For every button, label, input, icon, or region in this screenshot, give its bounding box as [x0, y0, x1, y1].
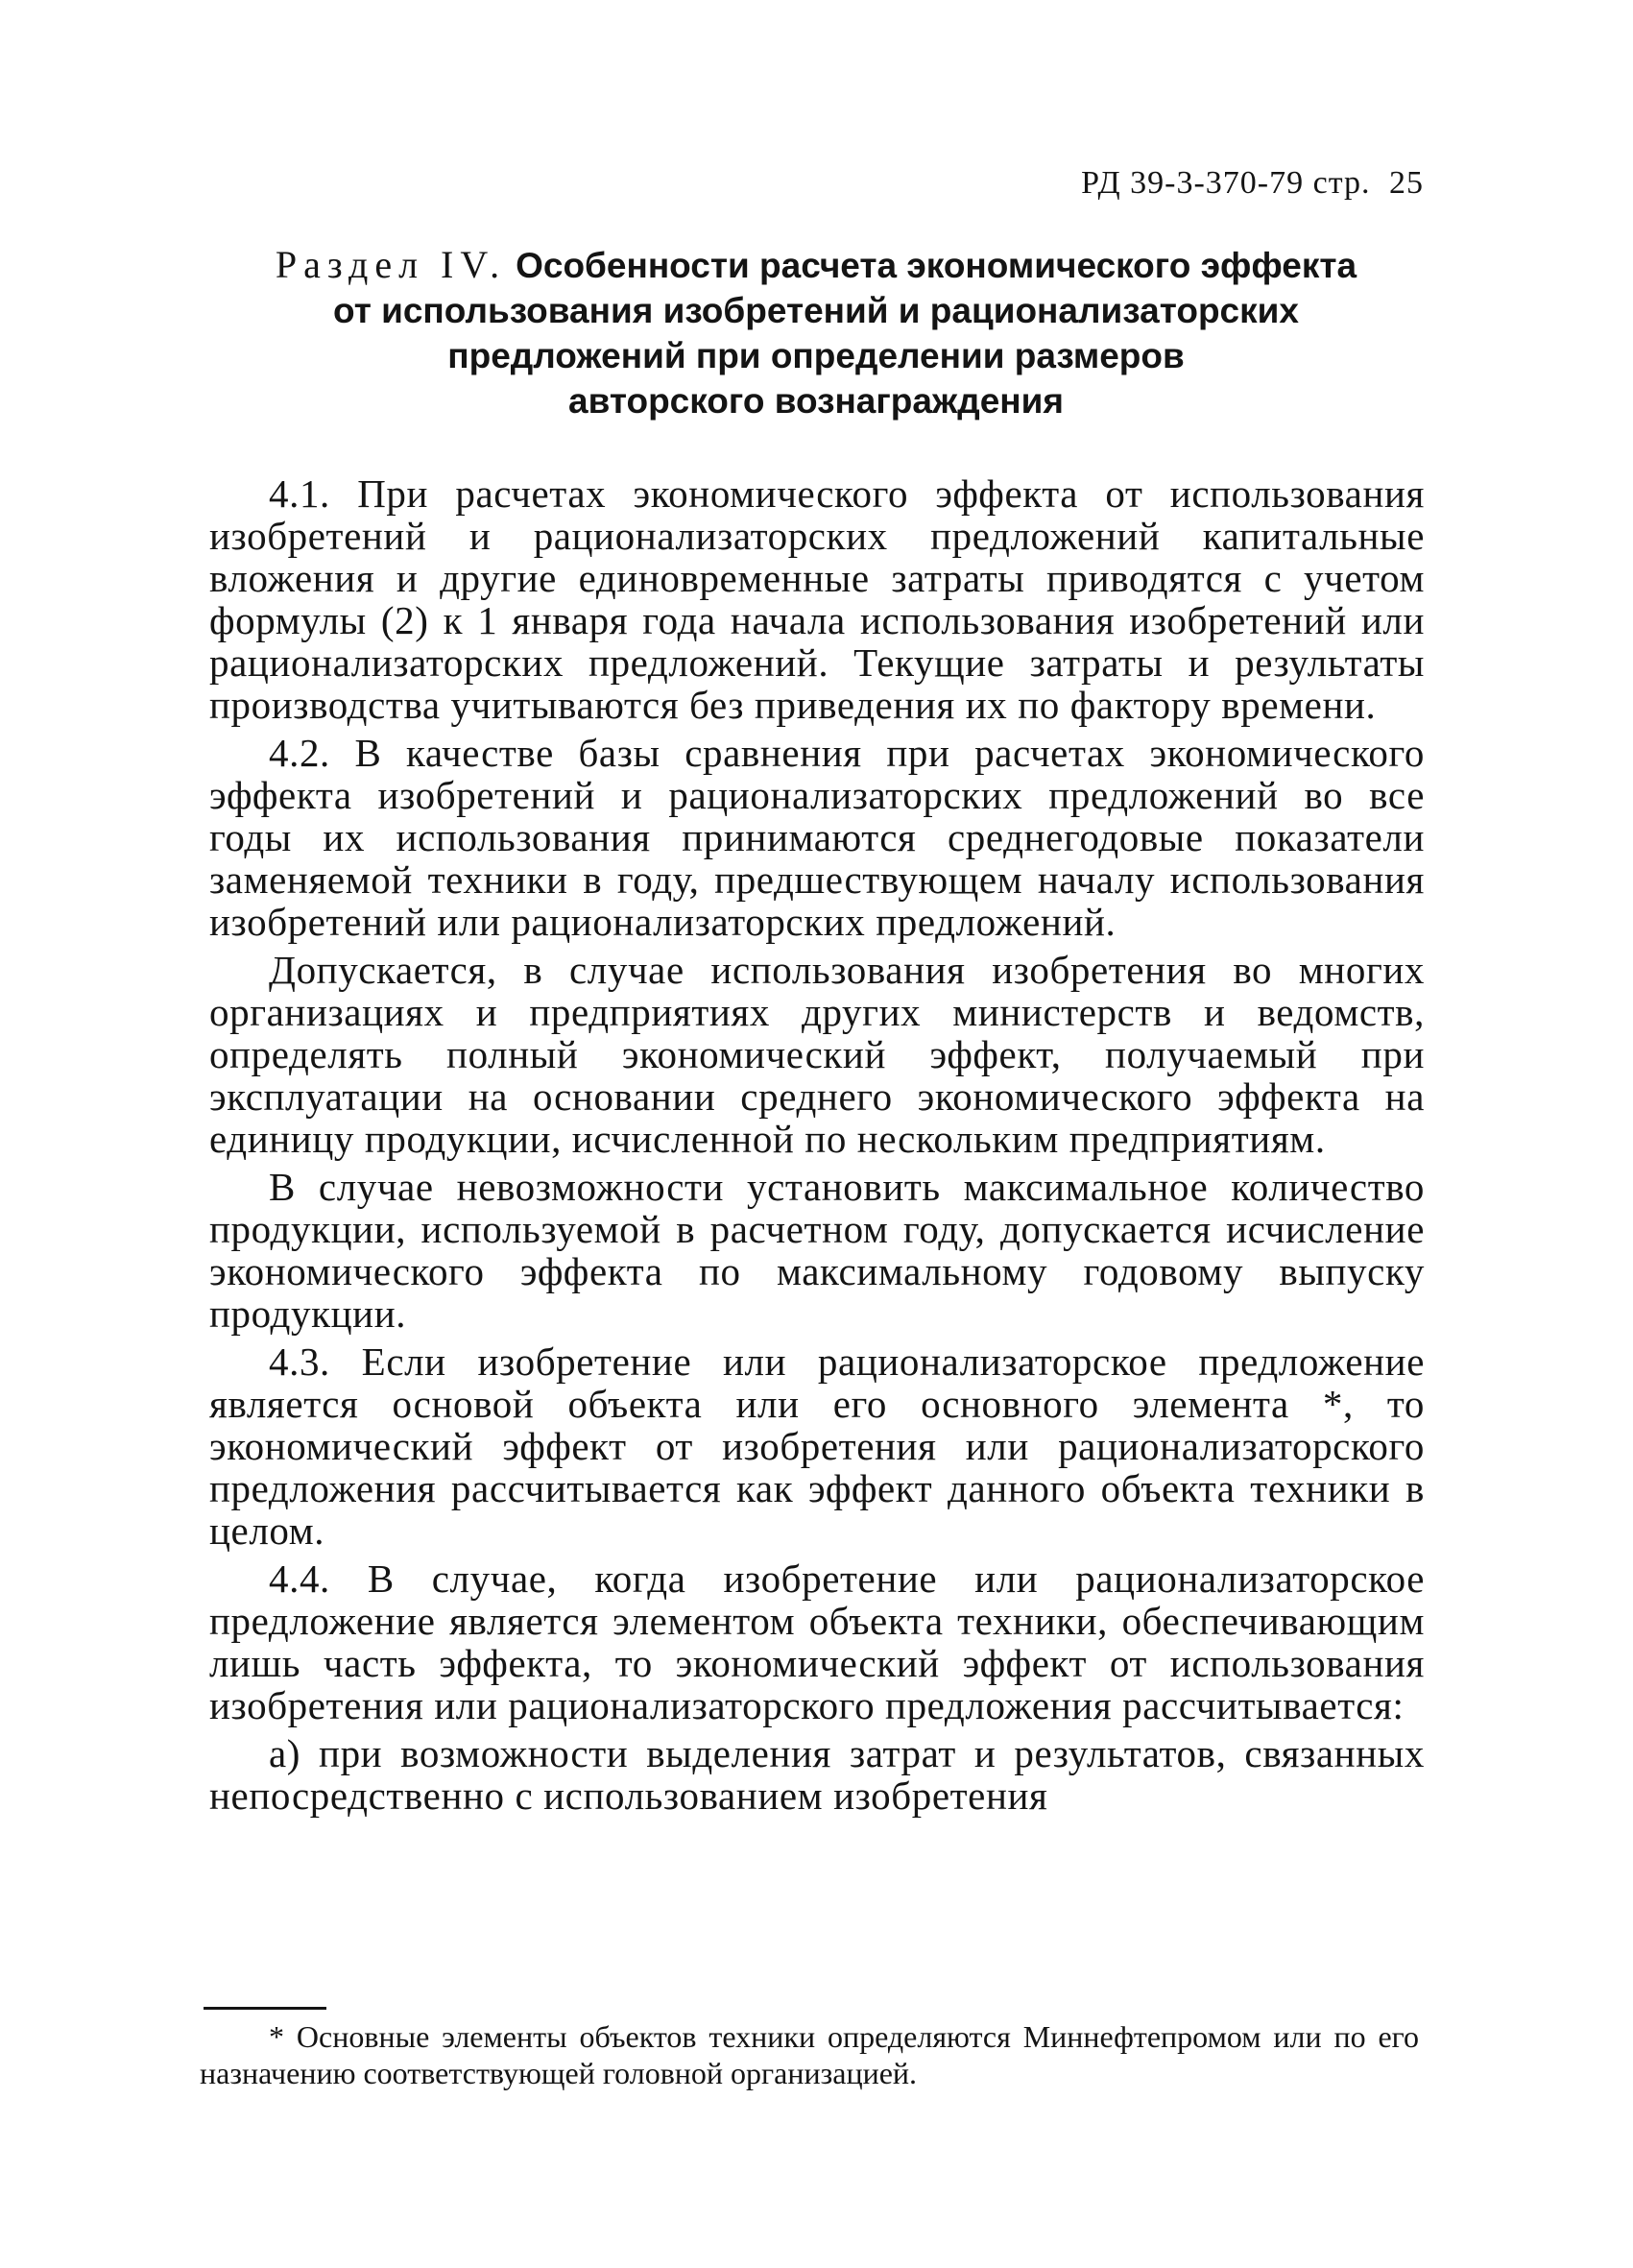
section-label: Раздел IV.: [275, 243, 507, 286]
page-label: стр.: [1312, 165, 1371, 201]
paragraph-max-output: В случае невозможности установить максимальное количество продукции, используемой в расчетном году, допускается исчисление экономического эффекта по максимальному годовому выпуску продукции.: [209, 1165, 1425, 1336]
page-number: 25: [1389, 165, 1424, 201]
paragraph-4-4: 4.4. В случае, когда изобретение или рационализаторское предложение является элементом объекта техники, обеспечивающим лишь часть эффекта, то экономический эффект от использования изобретения или рационализаторского предложения рассчитывается:: [209, 1556, 1425, 1727]
section-title-line-4: авторского вознаграждения: [568, 381, 1064, 421]
footnote-divider: [204, 2007, 326, 2010]
paragraph-4-1: 4.1. При расчетах экономического эффекта от использования изобретений и рационализаторских предложений капитальные вложения и другие единовременные затраты приводятся с учетом формулы (2) к 1 января года начала использования изобретений или рационализаторских предложений. Текущие затраты и результаты производства учитываются без приведения их по фактору времени.: [209, 471, 1425, 727]
footnote-text: Основные элементы объектов техники определяются Миннефтепромом или по его назначению соответствующей головной организацией.: [200, 2019, 1420, 2090]
paragraph-4-3: 4.3. Если изобретение или рационализаторское предложение является основой объекта или его основного элемента *, то экономический эффект от изобретения или рационализаторского предложения рассчитывается как эффект данного объекта техники в целом.: [209, 1339, 1425, 1553]
paragraph-item-a: а) при возможности выделения затрат и результатов, связанных непосредственно с использованием изобретения: [209, 1731, 1425, 1818]
paragraph-allowance: Допускается, в случае использования изобретения во многих организациях и предприятиях других министерств и ведомств, определять полный экономический эффект, получаемый при эксплуатации на основании среднего экономического эффекта на единицу продукции, исчисленной по нескольким предприятиям.: [209, 948, 1425, 1161]
section-title-line-3: предложений при определении размеров: [447, 336, 1185, 375]
page-header: [1081, 165, 1424, 202]
section-title-line-1: Особенности расчета экономического эффекта: [516, 246, 1357, 285]
footnote: [200, 2018, 1419, 2091]
paragraph-4-2: 4.2. В качестве базы сравнения при расчетах экономического эффекта изобретений и рационализаторских предложений во все годы их использования принимаются среднегодовые показатели заменяемой техники в году, предшествующем началу использования изобретений или рационализаторских предложений.: [209, 731, 1425, 944]
section-heading: [206, 242, 1426, 423]
document-code: РД 39-3-370-79: [1081, 165, 1305, 201]
body-text: [209, 472, 1425, 1822]
footnote-mark: *: [269, 2019, 284, 2054]
section-title-line-2: от использования изобретений и рационализаторских: [333, 291, 1299, 330]
